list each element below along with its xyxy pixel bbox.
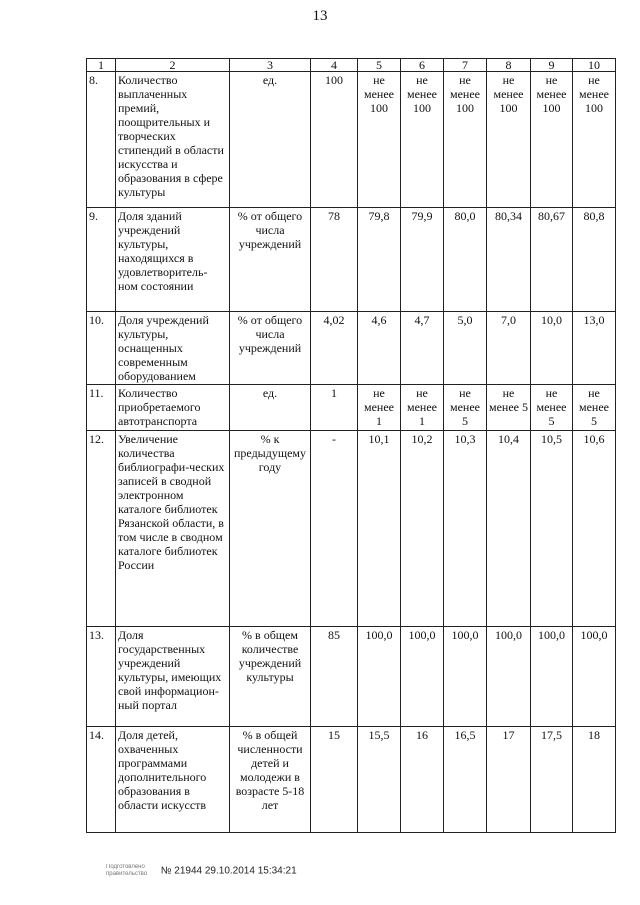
value-cell: 17,5 xyxy=(531,727,573,833)
value-cell: 10,0 xyxy=(531,312,573,385)
value-cell: не менее 100 xyxy=(444,72,487,208)
document-reference: № 21944 29.10.2014 15:34:21 xyxy=(160,865,297,877)
unit-cell: % в общей численности детей и молодежи в возрасте 5-18 лет xyxy=(230,727,311,833)
value-cell: 1 xyxy=(311,385,358,431)
value-cell: не менее 100 xyxy=(531,72,573,208)
unit-cell: % в общем количестве учреждений культуры xyxy=(230,627,311,727)
document-footer xyxy=(106,864,297,878)
value-cell: 100,0 xyxy=(487,627,531,727)
value-cell: 78 xyxy=(311,208,358,312)
value-cell: 16,5 xyxy=(444,727,487,833)
value-cell: 13,0 xyxy=(573,312,616,385)
header-cell: 9 xyxy=(531,59,573,72)
unit-cell: % от общего числа учреждений xyxy=(230,312,311,385)
unit-cell: % к предыдущему году xyxy=(230,431,311,627)
table-row xyxy=(87,385,616,431)
indicator-name-cell: Количество приобретаемого автотранспорта xyxy=(116,385,230,431)
header-cell: 3 xyxy=(230,59,311,72)
table-row xyxy=(87,312,616,385)
value-cell: 85 xyxy=(311,627,358,727)
registration-stamp: Подготовлено правительство xyxy=(106,864,148,877)
value-cell: не менее 5 xyxy=(531,385,573,431)
indicator-name-cell: Увеличение количества библиографи-ческих записей в сводной электронном каталоге библиотек Рязанской области, в том числе в сводном каталоге библиотек России xyxy=(116,431,230,627)
value-cell: 10,3 xyxy=(444,431,487,627)
row-number-cell: 11. xyxy=(87,385,116,431)
value-cell: 100,0 xyxy=(444,627,487,727)
value-cell: не менее 5 xyxy=(573,385,616,431)
value-cell: не менее 100 xyxy=(358,72,401,208)
indicator-name-cell: Доля детей, охваченных программами дополнительного образования в области искусств xyxy=(116,727,230,833)
value-cell: не менее 100 xyxy=(573,72,616,208)
header-cell: 2 xyxy=(116,59,230,72)
header-cell: 4 xyxy=(311,59,358,72)
unit-cell: ед. xyxy=(230,385,311,431)
value-cell: 4,7 xyxy=(401,312,444,385)
value-cell: 10,4 xyxy=(487,431,531,627)
value-cell: 15,5 xyxy=(358,727,401,833)
row-number-cell: 14. xyxy=(87,727,116,833)
value-cell: 80,0 xyxy=(444,208,487,312)
table-row xyxy=(87,208,616,312)
header-cell: 6 xyxy=(401,59,444,72)
indicators-table xyxy=(86,58,616,833)
header-row xyxy=(87,59,616,72)
table-row xyxy=(87,627,616,727)
header-cell: 10 xyxy=(573,59,616,72)
value-cell: не менее 1 xyxy=(401,385,444,431)
value-cell: 80,8 xyxy=(573,208,616,312)
value-cell: 17 xyxy=(487,727,531,833)
unit-cell: ед. xyxy=(230,72,311,208)
row-number-cell: 12. xyxy=(87,431,116,627)
page-number: 13 xyxy=(312,8,328,24)
row-number-cell: 8. xyxy=(87,72,116,208)
value-cell: 79,9 xyxy=(401,208,444,312)
value-cell: 4,02 xyxy=(311,312,358,385)
unit-cell: % от общего числа учреждений xyxy=(230,208,311,312)
value-cell: 100 xyxy=(311,72,358,208)
value-cell: 80,67 xyxy=(531,208,573,312)
value-cell: 79,8 xyxy=(358,208,401,312)
indicator-name-cell: Доля зданий учреждений культуры, находящихся в удовлетворитель-ном состоянии xyxy=(116,208,230,312)
value-cell: 16 xyxy=(401,727,444,833)
row-number-cell: 10. xyxy=(87,312,116,385)
indicator-name-cell: Доля учреждений культуры, оснащенных современным оборудованием xyxy=(116,312,230,385)
value-cell: - xyxy=(311,431,358,627)
table-row xyxy=(87,72,616,208)
value-cell: 10,2 xyxy=(401,431,444,627)
row-number-cell: 9. xyxy=(87,208,116,312)
value-cell: 100,0 xyxy=(531,627,573,727)
value-cell: не менее 100 xyxy=(401,72,444,208)
indicator-name-cell: Доля государственных учреждений культуры, имеющих свой информацион-ный портал xyxy=(116,627,230,727)
table-row xyxy=(87,727,616,833)
value-cell: 80,34 xyxy=(487,208,531,312)
value-cell: не менее 5 xyxy=(444,385,487,431)
header-cell: 5 xyxy=(358,59,401,72)
indicator-name-cell: Количество выплаченных премий, поощрительных и творческих стипендий в области искусства и образования в сфере культуры xyxy=(116,72,230,208)
value-cell: 7,0 xyxy=(487,312,531,385)
header-cell: 1 xyxy=(87,59,116,72)
value-cell: 5,0 xyxy=(444,312,487,385)
table-row xyxy=(87,431,616,627)
value-cell: 100,0 xyxy=(573,627,616,727)
header-cell: 7 xyxy=(444,59,487,72)
row-number-cell: 13. xyxy=(87,627,116,727)
value-cell: 10,5 xyxy=(531,431,573,627)
value-cell: 100,0 xyxy=(358,627,401,727)
value-cell: не менее 1 xyxy=(358,385,401,431)
value-cell: 10,1 xyxy=(358,431,401,627)
value-cell: 10,6 xyxy=(573,431,616,627)
value-cell: не менее 100 xyxy=(487,72,531,208)
value-cell: 15 xyxy=(311,727,358,833)
value-cell: 100,0 xyxy=(401,627,444,727)
value-cell: 4,6 xyxy=(358,312,401,385)
value-cell: не менее 5 xyxy=(487,385,531,431)
header-cell: 8 xyxy=(487,59,531,72)
value-cell: 18 xyxy=(573,727,616,833)
